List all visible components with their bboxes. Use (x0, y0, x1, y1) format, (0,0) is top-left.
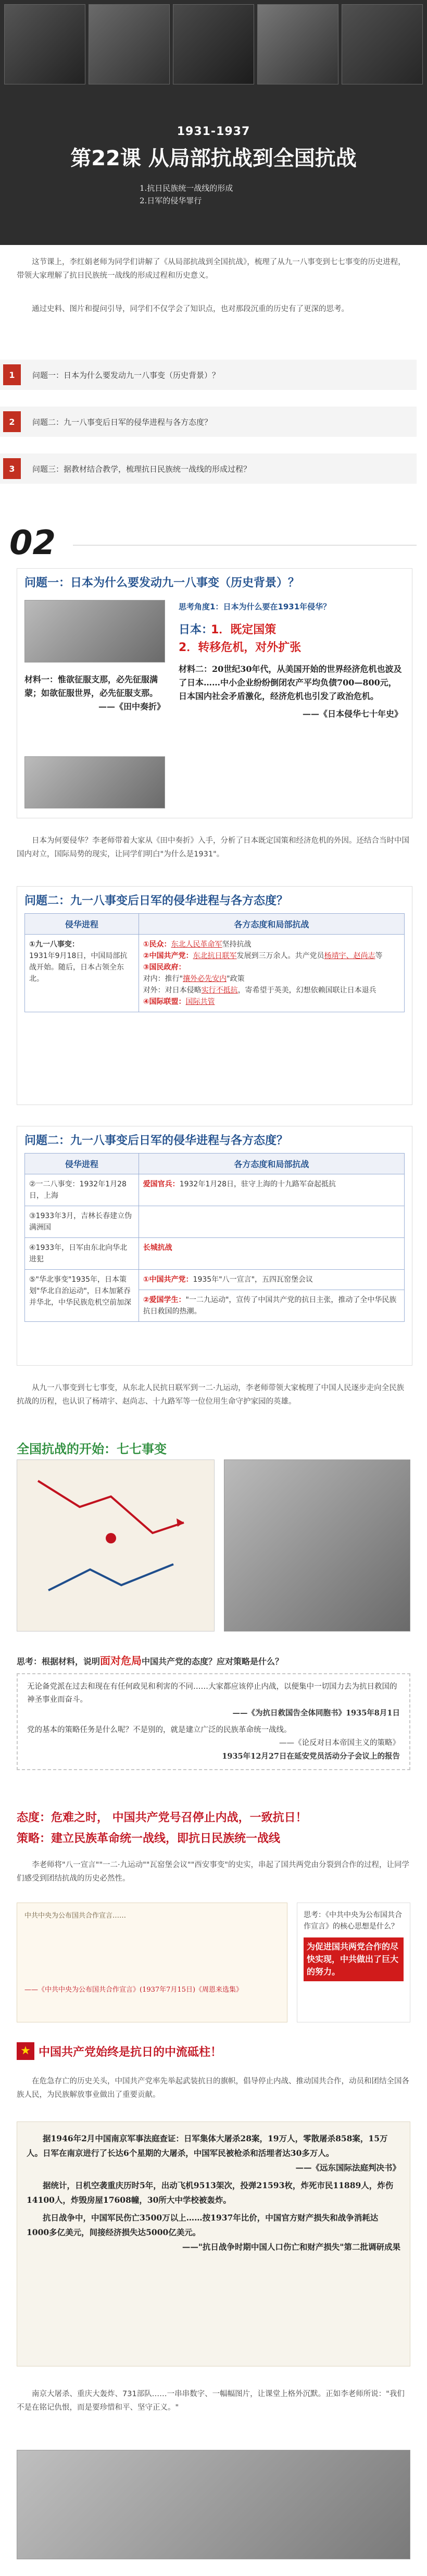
page-title: 第22课 从局部抗战到全国抗战 (70, 146, 357, 170)
slide-invasion-table-2 (17, 1126, 412, 1366)
hero-photo-strip (0, 0, 427, 89)
attitude-fill: 国际共管 (185, 998, 215, 1006)
stats-source: ——"抗日战争时期中国人口伤亡和财产损失"第二批调研成果 (182, 2242, 400, 2252)
stats-text: 据统计，日机空袭重庆历时5年，出动飞机9513架次，投弹21593枚，炸死市民11889人，炸伤14100人，炸毁房屋17608幢，30所大中学校被轰炸。 (27, 2180, 394, 2205)
row-text: "一二九运动"，宣传了中国共产党的抗日主张，推动了全中华民族抗日救国的热潮。 (143, 1296, 397, 1316)
section-heading: 全国抗战的开始：七七事变 (17, 1442, 167, 1456)
table-cell (25, 935, 139, 1012)
soldiers-photo (224, 1459, 410, 1632)
stats-text: 抗日战争中，中国军民伤亡3500万以上……按1937年比价，中国官方财产损失和战争消耗达1000多亿美元，间接经济损失达5000亿美元。 (27, 2213, 379, 2237)
attitude-conclusion: 态度：危难之时， 中国共产党号召停止内战，一致抗日！ (17, 1811, 307, 1824)
table-cell: ②一二八事变：1932年1月28日，上海 (25, 1174, 139, 1206)
table-cell: ③1933年3月，吉林长春建立伪满洲国 (25, 1206, 139, 1238)
historical-photo (4, 4, 85, 84)
explanation-paragraph: 李老师将"八一宣言""一二·九运动""瓦窑堡会议""西安事变"的史实，串起了国共两党由分裂到合作的过程，让同学们感受到团结抗战的历史必然性。 (17, 1861, 409, 1883)
side-answer: 为促进国共两党合作的尽快实现，中共做出了巨大的努力。 (304, 1937, 404, 1981)
historical-letter (17, 1903, 287, 2022)
row-text: 1932年1月28日，驻守上海的十九路军奋起抵抗 (179, 1180, 336, 1188)
stats-text: 据1946年2月中国南京军事法庭查证：日军集体大屠杀28案，19万人，零散屠杀858案，15万人。日军在南京进行了长达6个星期的大屠杀，中国军民被枪杀和活埋者达30多万人。 (27, 2133, 388, 2158)
lesson-hero-banner (0, 0, 427, 245)
slide-title: 问题一：日本为什么要发动九一八事变（历史背景）？ (24, 576, 300, 590)
battle-map (17, 1459, 215, 1632)
attitude-text: 对外：对日本侵略 (143, 986, 202, 995)
japan-label: 日本： (179, 623, 214, 636)
section-number: 02 (9, 524, 56, 562)
attitude-label: ①民众： (143, 940, 171, 949)
intro-paragraph: 通过史料、图片和提问引导，同学们不仅学会了知识点，也对那段沉重的历史有了更深的思考。 (32, 305, 349, 313)
quote-source: ——《为抗日救国告全体同胞书》1935年8月1日 (232, 1709, 400, 1718)
table-cell (139, 1174, 404, 1206)
attitude-text: "政策 (227, 975, 245, 983)
attitude-row (143, 985, 400, 996)
invasion-table (24, 913, 405, 1012)
table-header: 各方态度和局部抗战 (139, 1154, 404, 1174)
historical-photo (257, 4, 338, 84)
strategy-conclusion: 策略：建立民族革命统一战线，即抗日民族统一战线 (17, 1832, 281, 1845)
table-header: 各方态度和局部抗战 (139, 914, 404, 935)
question-text: 问题二：九一八事变后日军的侵华进程与各方态度？ (32, 417, 212, 427)
row-text: 1935年"八一宣言"，五四瓦窑堡会议 (193, 1275, 313, 1284)
section-divider (73, 545, 417, 546)
attitude-label: ④国际联盟： (143, 998, 186, 1006)
conference-photo (24, 600, 165, 663)
question-highlight: 面对危局 (100, 1654, 142, 1667)
hero-goal: 2.日军的侵华罪行 (140, 196, 202, 205)
attitude-fill: 实行不抵抗 (201, 986, 238, 995)
hero-years: 1931-1937 (177, 125, 250, 138)
historical-photo (89, 4, 170, 84)
banner-text: 中国共产党始终是抗日的中流砥柱！ (39, 2045, 222, 2059)
letter-text: 中共中央为公布国共合作宣言…… (24, 1912, 127, 1920)
attitude-text: 坚持抗战 (222, 940, 252, 949)
table-cell (139, 1206, 404, 1238)
table-cell (139, 1290, 404, 1322)
explanation-paragraph: 日本为何要侵华？李老师带着大家从《田中奏折》入手，分析了日本既定国策和经济危机的外因。还结合当时中国国内对立，国际局势的现实，让同学们明白"为什么是1931"。 (17, 837, 409, 858)
row-label: ①中国共产党： (143, 1275, 193, 1284)
question-number: 2 (3, 411, 21, 432)
material-text: 材料一：惟欲征服支那，必先征服满蒙；如欲征服世界，必先征服支那。 (24, 674, 158, 698)
event-text: 1931年9月18日，中国局部抗战开始。随后，日本占领全东北。 (29, 952, 128, 983)
attitude-text: 发展到三万余人。共产党员 (236, 952, 324, 960)
attitude-fill: 东北人民革命军 (171, 940, 222, 949)
side-question-card (297, 1903, 410, 2022)
question-text: 问题三：据教材结合教学，梳理抗日民族统一战线的形成过程？ (32, 464, 252, 474)
quote-text: 党的基本的策略任务是什么呢？不是别的，就是建立广泛的民族革命统一战线。 (27, 1726, 292, 1734)
attitude-text: ，寄希望于英美，幻想依赖国联让日本退兵 (237, 986, 376, 995)
slide-invasion-table (17, 886, 412, 1105)
material-two (179, 663, 403, 721)
question-number: 1 (3, 364, 21, 385)
attitude-label: ③国民政府： (143, 963, 186, 972)
attitude-text: 等 (375, 952, 383, 960)
ending-paragraph: 南京大屠杀、重庆大轰炸、731部队……一串串数字、一幅幅图片，让课堂上格外沉默。正如李老师所说："我们不是在铭记仇恨，而是要珍惜和平、坚守正义。" (17, 2390, 405, 2412)
material-source: ——《日本侵华七十年史》 (302, 709, 403, 719)
question-item (0, 407, 417, 437)
attitude-row (143, 973, 400, 985)
attitude-row (143, 939, 400, 950)
row-label: ②爱国学生： (143, 1296, 186, 1304)
quote-source: 1935年12月27日在延安党员活动分子会议上的报告 (222, 1752, 400, 1761)
material-source: ——《田中奏折》 (98, 702, 165, 712)
table-cell (139, 935, 404, 1012)
attitude-row (143, 996, 400, 1008)
historical-photo (342, 4, 423, 84)
attitude-label: ②中国共产党： (143, 952, 193, 960)
table-cell: ④1933年，日军由东北向华北进犯 (25, 1238, 139, 1270)
conclusion-banner (17, 2038, 410, 2064)
table-cell (139, 1238, 404, 1270)
japan-point: 2．转移危机，对外扩张 (179, 641, 302, 654)
letter-source: ——《中共中央为公布国共合作宣言》(1937年7月15日)《周恩来选集》 (24, 1986, 243, 1994)
historical-photo (173, 4, 254, 84)
row-label: 爱国官兵： (143, 1180, 180, 1188)
slide-background-question (17, 568, 412, 818)
question-suffix: 中国共产党的态度？应对策略是什么？ (142, 1657, 284, 1666)
party-flag-icon: ★ (17, 2042, 34, 2060)
explanation-paragraph: 从九一八事变到七七事变，从东北人民抗日联军到一二·九运动，李老师带领大家梳理了中国人民逐步走向全民族抗战的历程，也认识了杨靖宇、赵尚志、十九路军等一位位用生命守护家园的英雄。 (17, 1384, 405, 1406)
question-item (0, 453, 417, 484)
event-name: ①九一八事变： (29, 940, 79, 949)
newspaper-photo (24, 756, 165, 808)
atrocity-statistics (17, 2121, 410, 2366)
attitude-row (143, 950, 400, 962)
question-prefix: 思考：根据材料，说明 (17, 1657, 101, 1666)
intro-paragraph: 这节课上，李红娟老师为同学们讲解了《从局部抗战到全国抗战》，梳理了从九一八事变到七七事变的历史进程，带领大家理解了抗日民族统一战线的形成过程和历史意义。 (17, 258, 406, 280)
table-cell: ⑤"华北事变"1935年，日本策划"华北自治运动"，日本加紧吞并华北，中华民族危机空前加深 (25, 1270, 139, 1322)
attitude-row (143, 962, 400, 973)
material-text: 材料二：20世纪30年代，从美国开始的世界经济危机也波及了日本……中小企业纷纷倒闭农产平均负债700—800元，日本国内社会矛盾激化，经济危机也引发了政治危机。 (179, 664, 402, 701)
row-text: 长城抗战 (143, 1244, 172, 1252)
japan-point: 1．既定国策 (211, 623, 277, 636)
battle-map-drawing (17, 1460, 215, 1632)
attitude-fill: 攘外必先安内 (183, 975, 227, 983)
memorial-photo (17, 2450, 410, 2559)
material-one (24, 673, 165, 714)
think-angle: 思考角度1：日本为什么要在1931年侵华？ (179, 602, 331, 611)
table-header: 侵华进程 (25, 1154, 139, 1174)
invasion-table (24, 1153, 405, 1322)
think-question (17, 1652, 410, 1667)
question-text: 问题一：日本为什么要发动九一八事变（历史背景）？ (32, 370, 220, 380)
quote-text: 无论备党派在过去和现在有任何政见和利害的不同……大家都应该停止内战，以便集中一切国力去为抗日救国的神圣事业而奋斗。 (27, 1683, 397, 1704)
attitude-fill: 杨靖宇、赵尚志 (324, 952, 375, 960)
table-header: 侵华进程 (25, 914, 139, 935)
table-cell (139, 1270, 404, 1290)
stats-source: ——《远东国际法庭判决书》 (295, 2163, 400, 2173)
side-question: 思考：《中共中央为公布国共合作宣言》的核心思想是什么？ (304, 1911, 402, 1931)
hero-goal: 1.抗日民族统一战线的形成 (140, 183, 233, 193)
quote-source: ——《论反对日本帝国主义的策略》 (279, 1739, 400, 1747)
quote-box (17, 1673, 410, 1770)
slide-title: 问题二：九一八事变后日军的侵华进程与各方态度？ (24, 894, 288, 907)
explanation-paragraph: 在危急存亡的历史关头，中国共产党率先举起武装抗日的旗帜，倡导停止内战、推动国共合作，动员和团结全国各族人民，为民族解放事业做出了重要贡献。 (17, 2077, 409, 2099)
question-number: 3 (3, 458, 21, 479)
slide-title: 问题二：九一八事变后日军的侵华进程与各方态度？ (24, 1134, 288, 1147)
attitude-fill: 东北抗日联军 (193, 952, 237, 960)
attitude-text: 对内：推行" (143, 975, 183, 983)
question-item (0, 360, 417, 390)
